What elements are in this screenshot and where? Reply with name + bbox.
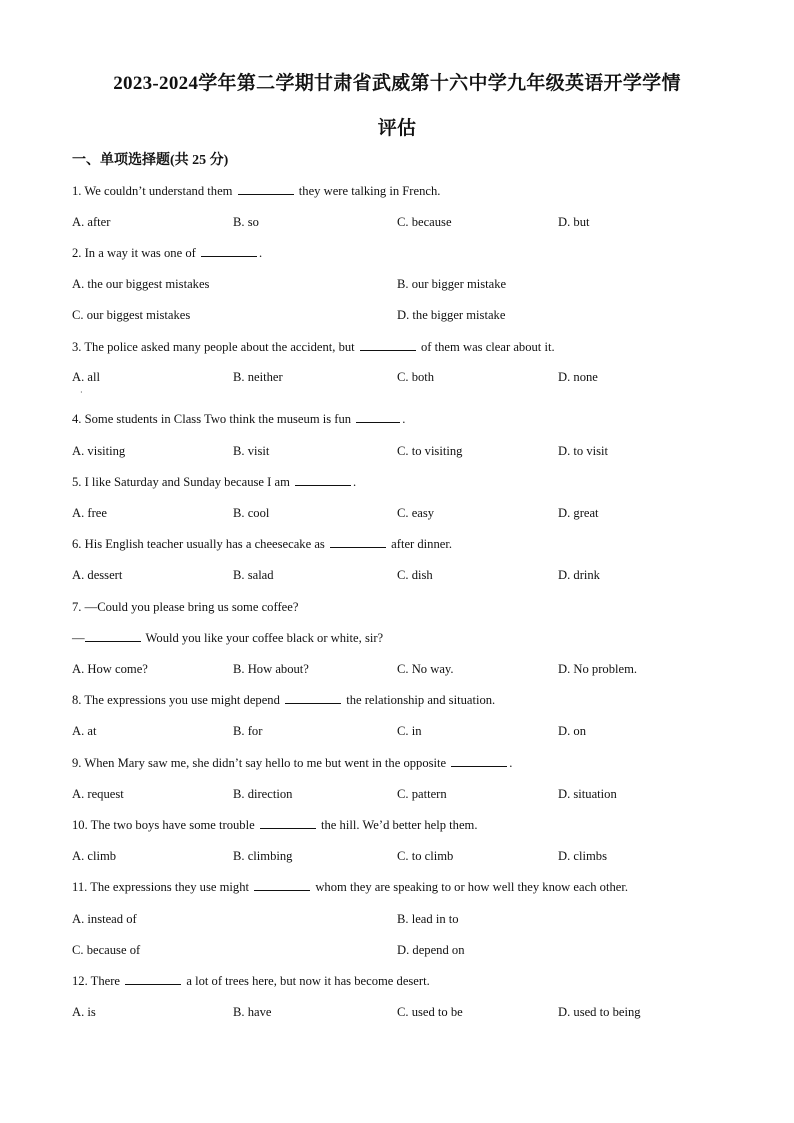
option-c: C. both	[397, 370, 435, 384]
option-b: B. so	[233, 215, 259, 229]
option-a: A. request	[72, 787, 124, 801]
option-d: D. on	[558, 724, 586, 738]
option-b: B. neither	[233, 370, 283, 384]
option-a: A. after	[72, 215, 111, 229]
option-a: A. is	[72, 1005, 96, 1019]
question-text-tail: a lot of trees here, but now it has become desert.	[186, 974, 430, 988]
option-b: B. climbing	[233, 849, 293, 863]
option-c: C. No way.	[397, 662, 454, 676]
option-d: D. No problem.	[558, 662, 638, 676]
option-c: C. dish	[397, 568, 433, 582]
question-5	[72, 475, 356, 490]
question-7	[72, 600, 298, 615]
question-text: 12. There	[72, 974, 121, 988]
answer-blank	[285, 693, 341, 704]
answer-blank	[360, 340, 416, 351]
question-text: 9. When Mary saw me, she didn’t say hello to me but went in the opposite	[72, 756, 447, 770]
question-text-tail: .	[509, 756, 513, 770]
option-d: D. great	[558, 506, 599, 520]
question-10	[72, 818, 478, 833]
option-c: C. our biggest mistakes	[72, 308, 191, 322]
option-d: D. depend on	[397, 943, 465, 957]
question-text: 3. The police asked many people about the accident, but	[72, 340, 355, 354]
option-d: D. none	[558, 370, 598, 384]
question-text-tail: of them was clear about it.	[421, 340, 555, 354]
question-7-response	[72, 631, 383, 646]
option-c: C. used to be	[397, 1005, 463, 1019]
question-text: 7. —Could you please bring us some coffee?	[72, 600, 299, 614]
question-text: 1. We couldn’t understand them	[72, 184, 233, 198]
option-d: D. but	[558, 215, 590, 229]
question-text-tail: Would you like your coffee black or white, sir?	[145, 631, 384, 645]
option-a: A. the our biggest mistakes	[72, 277, 210, 291]
question-12	[72, 974, 430, 989]
option-b: B. our bigger mistake	[397, 277, 507, 291]
option-c: C. easy	[397, 506, 435, 520]
option-c: C. because	[397, 215, 452, 229]
option-a: A. How come?	[72, 662, 148, 676]
option-a: A. free	[72, 506, 107, 520]
question-text: 5. I like Saturday and Sunday because I am	[72, 475, 290, 489]
document-title-line-1: 2023-2024学年第二学期甘肃省武威第十六中学九年级英语开学学情	[113, 73, 681, 94]
question-text: 10. The two boys have some trouble	[72, 818, 255, 832]
question-text: 4. Some students in Class Two think the museum is fun	[72, 412, 352, 426]
option-b: B. visit	[233, 444, 270, 458]
option-a: A. climb	[72, 849, 117, 863]
question-text: 8. The expressions you use might depend	[72, 693, 280, 707]
question-11	[72, 880, 628, 895]
answer-blank	[125, 974, 181, 985]
option-a: A. all	[72, 370, 100, 384]
option-d: D. used to being	[558, 1005, 641, 1019]
question-text-tail: they were talking in French.	[298, 184, 441, 198]
option-a: A. dessert	[72, 568, 123, 582]
question-3	[72, 340, 555, 355]
option-c: C. pattern	[397, 787, 447, 801]
option-d: D. climbs	[558, 849, 607, 863]
option-b: B. for	[233, 724, 263, 738]
option-c: C. to visiting	[397, 444, 463, 458]
answer-blank	[295, 475, 351, 486]
answer-blank	[201, 246, 257, 257]
option-b: B. cool	[233, 506, 270, 520]
option-d: D. the bigger mistake	[397, 308, 506, 322]
option-b: B. salad	[233, 568, 274, 582]
question-text: 6. His English teacher usually has a cheesecake as	[72, 537, 325, 551]
question-1	[72, 184, 440, 199]
question-2	[72, 246, 262, 261]
stray-mark: ·	[80, 388, 83, 397]
answer-blank	[238, 184, 294, 195]
answer-blank	[451, 756, 507, 767]
option-b: B. lead in to	[397, 912, 459, 926]
option-a: A. instead of	[72, 912, 137, 926]
question-text-tail: whom they are speaking to or how well they know each other.	[315, 880, 628, 894]
question-text: 2. In a way it was one of	[72, 246, 196, 260]
question-text-tail: the hill. We’d better help them.	[321, 818, 478, 832]
question-text-tail: after dinner.	[391, 537, 452, 551]
document-title-line-2: 评估	[377, 118, 417, 139]
question-text-tail: .	[353, 475, 357, 489]
option-c: C. in	[397, 724, 422, 738]
question-6	[72, 537, 452, 552]
option-a: A. visiting	[72, 444, 126, 458]
answer-blank	[260, 818, 316, 829]
answer-blank	[85, 631, 141, 642]
option-d: D. to visit	[558, 444, 609, 458]
option-b: B. direction	[233, 787, 293, 801]
option-c: C. to climb	[397, 849, 454, 863]
option-a: A. at	[72, 724, 97, 738]
question-9	[72, 756, 512, 771]
question-text-tail: .	[258, 246, 263, 260]
question-4	[72, 412, 405, 427]
section-heading: 一、单项选择题(共 25 分)	[72, 153, 229, 168]
answer-blank	[356, 412, 400, 423]
answer-blank	[330, 537, 386, 548]
dash: —	[72, 631, 85, 645]
option-b: B. have	[233, 1005, 272, 1019]
option-b: B. How about?	[233, 662, 309, 676]
question-text-tail: the relationship and situation.	[346, 693, 496, 707]
option-d: D. situation	[558, 787, 617, 801]
question-8	[72, 693, 495, 708]
option-c: C. because of	[72, 943, 141, 957]
answer-blank	[254, 880, 310, 891]
question-text-tail: .	[402, 412, 406, 426]
option-d: D. drink	[558, 568, 600, 582]
question-text: 11. The expressions they use might	[72, 880, 249, 894]
